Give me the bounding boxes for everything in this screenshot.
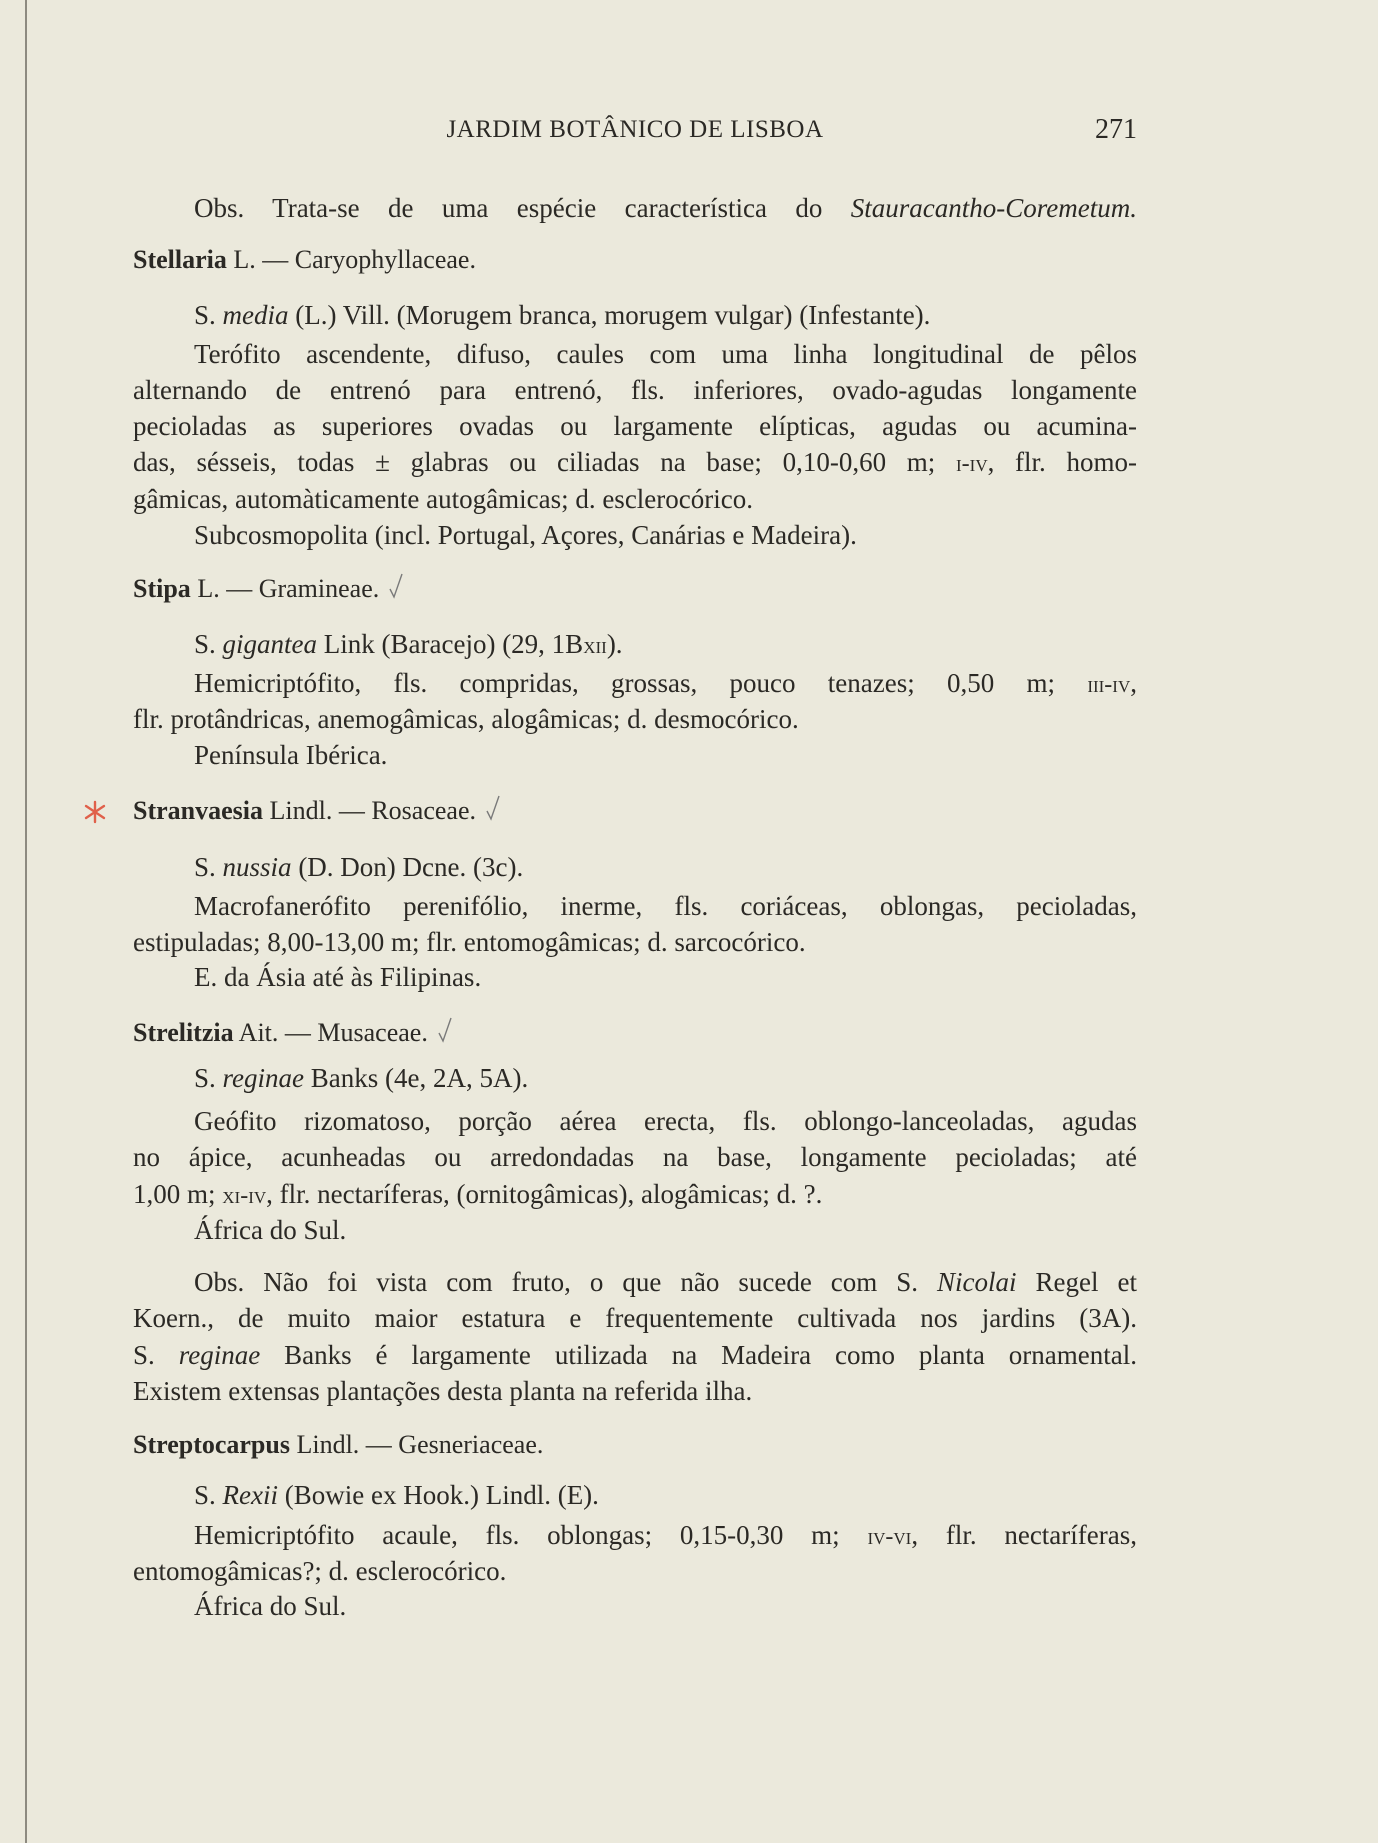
paragraph-line	[133, 1553, 1137, 1589]
month-range: i-iv	[956, 451, 988, 477]
paragraph-line	[133, 1176, 1137, 1212]
text-run: no ápice, acunheadas ou arredondadas na base, longamente pecioladas; até	[133, 1142, 1137, 1172]
paragraph-line	[133, 444, 1137, 480]
species-name	[133, 626, 1137, 662]
italic-term: reginae	[222, 1063, 305, 1093]
text-run: L. — Gramineae.	[190, 574, 380, 603]
italic-term: reginae	[178, 1340, 261, 1370]
paragraph-line	[133, 481, 1137, 517]
genus-name: Stellaria	[133, 245, 227, 274]
genus-name: Strelitzia	[133, 1018, 234, 1047]
text-run: pecioladas as superiores ovadas ou largamente elípticas, agudas ou acumina-	[133, 411, 1137, 441]
text-run: S.	[194, 1480, 223, 1510]
text-run: das, sésseis, todas ± glabras ou ciliadas na base; 0,10-0,60 m;	[133, 447, 956, 477]
paragraph-line	[133, 701, 1137, 737]
red-asterisk-icon	[82, 799, 108, 825]
text-run: Banks é largamente utilizada na Madeira como planta ornamental.	[260, 1340, 1137, 1370]
paragraph-line	[133, 190, 1137, 226]
text-run: 1,00 m;	[133, 1179, 223, 1209]
paragraph-line	[133, 888, 1137, 924]
month-range: iv-vi	[867, 1524, 912, 1550]
text-run: Regel et	[1016, 1267, 1137, 1297]
text-run: , flr. nectaríferas,	[911, 1520, 1137, 1550]
genus-heading	[133, 1015, 1137, 1051]
text-run: ).	[606, 629, 623, 659]
paragraph-line	[133, 1517, 1137, 1553]
text-run: S.	[194, 852, 223, 882]
check-mark-icon	[438, 1017, 452, 1043]
text-run: gâmicas, automàticamente autogâmicas; d. esclerocórico.	[133, 484, 753, 514]
text-run: Geófito rizomatoso, porção aérea erecta, fls. oblongo-lanceoladas, agudas	[194, 1106, 1137, 1136]
paragraph-line	[133, 372, 1137, 408]
text-run: (L.) Vill. (Morugem branca, morugem vulgar) (Infestante).	[288, 300, 931, 330]
paragraph-line	[133, 1212, 1137, 1248]
text-run: (Bowie ex Hook.) Lindl. (E).	[278, 1480, 599, 1510]
paragraph-line	[133, 408, 1137, 444]
text-run: L. — Caryophyllaceae.	[226, 245, 476, 274]
italic-term: nussia	[222, 852, 292, 882]
genus-heading	[133, 1427, 1137, 1463]
paragraph-line	[133, 1300, 1137, 1336]
italic-term: media	[222, 300, 289, 330]
italic-term: Nicolai	[937, 1267, 1017, 1297]
text-run: , flr. homo-	[987, 447, 1137, 477]
text-run: Hemicriptófito acaule, fls. oblongas; 0,15-0,30 m;	[194, 1520, 868, 1550]
italic-term: Stauracantho-Coremetum.	[850, 193, 1137, 223]
text-run: África do Sul.	[194, 1591, 347, 1621]
species-name	[133, 297, 1137, 333]
text-run: Península Ibérica.	[194, 740, 388, 770]
page-number: 271	[1095, 114, 1137, 145]
text-run: (D. Don) Dcne. (3c).	[291, 852, 524, 882]
genus-name: Stranvaesia	[133, 796, 263, 825]
text-run: Link (Baracejo) (29, 1B	[317, 629, 584, 659]
text-run: Obs. Não foi vista com fruto, o que não sucede com S.	[194, 1267, 938, 1297]
text-run: S.	[194, 1063, 223, 1093]
paragraph-line	[133, 517, 1137, 553]
paragraph-line	[133, 1373, 1137, 1409]
paragraph-line	[133, 924, 1137, 960]
text-run: alternando de entrenó para entrenó, fls. inferiores, ovado-agudas longamente	[133, 375, 1137, 405]
text-run: Terófito ascendente, difuso, caules com uma linha longitudinal de pêlos	[194, 339, 1137, 369]
text-run: Ait. — Musaceae.	[233, 1018, 428, 1047]
text-run: ,	[1130, 668, 1137, 698]
page-binding-edge	[25, 0, 27, 1843]
text-run: Banks (4e, 2A, 5A).	[304, 1063, 529, 1093]
text-run: Lindl. — Rosaceae.	[263, 796, 476, 825]
genus-name: Streptocarpus	[133, 1430, 290, 1459]
genus-heading	[133, 242, 1137, 278]
paragraph-line	[133, 665, 1137, 701]
text-run: Koern., de muito maior estatura e frequentemente cultivada nos jardins (3A).	[133, 1303, 1137, 1333]
paragraph-line	[133, 1588, 1137, 1624]
paragraph-line	[133, 1139, 1137, 1175]
text-run: E. da Ásia até às Filipinas.	[194, 962, 482, 992]
paragraph-line	[133, 1103, 1137, 1139]
text-run: Macrofanerófito perenifólio, inerme, fls. coriáceas, oblongas, pecioladas,	[194, 891, 1137, 921]
genus-name: Stipa	[133, 574, 191, 603]
text-run: estipuladas; 8,00-13,00 m; flr. entomogâmicas; d. sarcocórico.	[133, 927, 806, 957]
species-name	[133, 1060, 1137, 1096]
paragraph-line	[133, 737, 1137, 773]
text-run: África do Sul.	[194, 1215, 347, 1245]
running-header: JARDIM BOTÂNICO DE LISBOA	[446, 116, 824, 143]
check-mark-icon	[486, 795, 500, 821]
text-run: , flr. nectaríferas, (ornitogâmicas), alogâmicas; d. ?.	[266, 1179, 823, 1209]
paragraph-line	[133, 959, 1137, 995]
paragraph-line	[133, 336, 1137, 372]
species-name	[133, 1477, 1137, 1513]
italic-term: gigantea	[222, 629, 318, 659]
text-run: entomogâmicas?; d. esclerocórico.	[133, 1556, 507, 1586]
text-run: S.	[133, 1340, 179, 1370]
genus-heading	[133, 571, 1137, 607]
month-range: iii-iv	[1087, 672, 1131, 698]
text-run: S.	[194, 629, 223, 659]
month-range: xi-iv	[222, 1183, 267, 1209]
text-run: Existem extensas plantações desta planta na referida ilha.	[133, 1376, 753, 1406]
month-range: xii	[583, 633, 607, 659]
species-name	[133, 849, 1137, 885]
paragraph-line	[133, 1264, 1137, 1300]
genus-heading	[133, 793, 1137, 829]
text-run: Hemicriptófito, fls. compridas, grossas, pouco tenazes; 0,50 m;	[194, 668, 1088, 698]
text-run: Lindl. — Gesneriaceae.	[289, 1430, 544, 1459]
text-run: Obs. Trata-se de uma espécie característica do	[194, 193, 851, 223]
text-run: Subcosmopolita (incl. Portugal, Açores, Canárias e Madeira).	[194, 520, 857, 550]
text-run: flr. protândricas, anemogâmicas, alogâmicas; d. desmocórico.	[133, 704, 799, 734]
paragraph-line	[133, 1337, 1137, 1373]
check-mark-icon	[389, 573, 403, 599]
text-run: S.	[194, 300, 223, 330]
italic-term: Rexii	[222, 1480, 278, 1510]
